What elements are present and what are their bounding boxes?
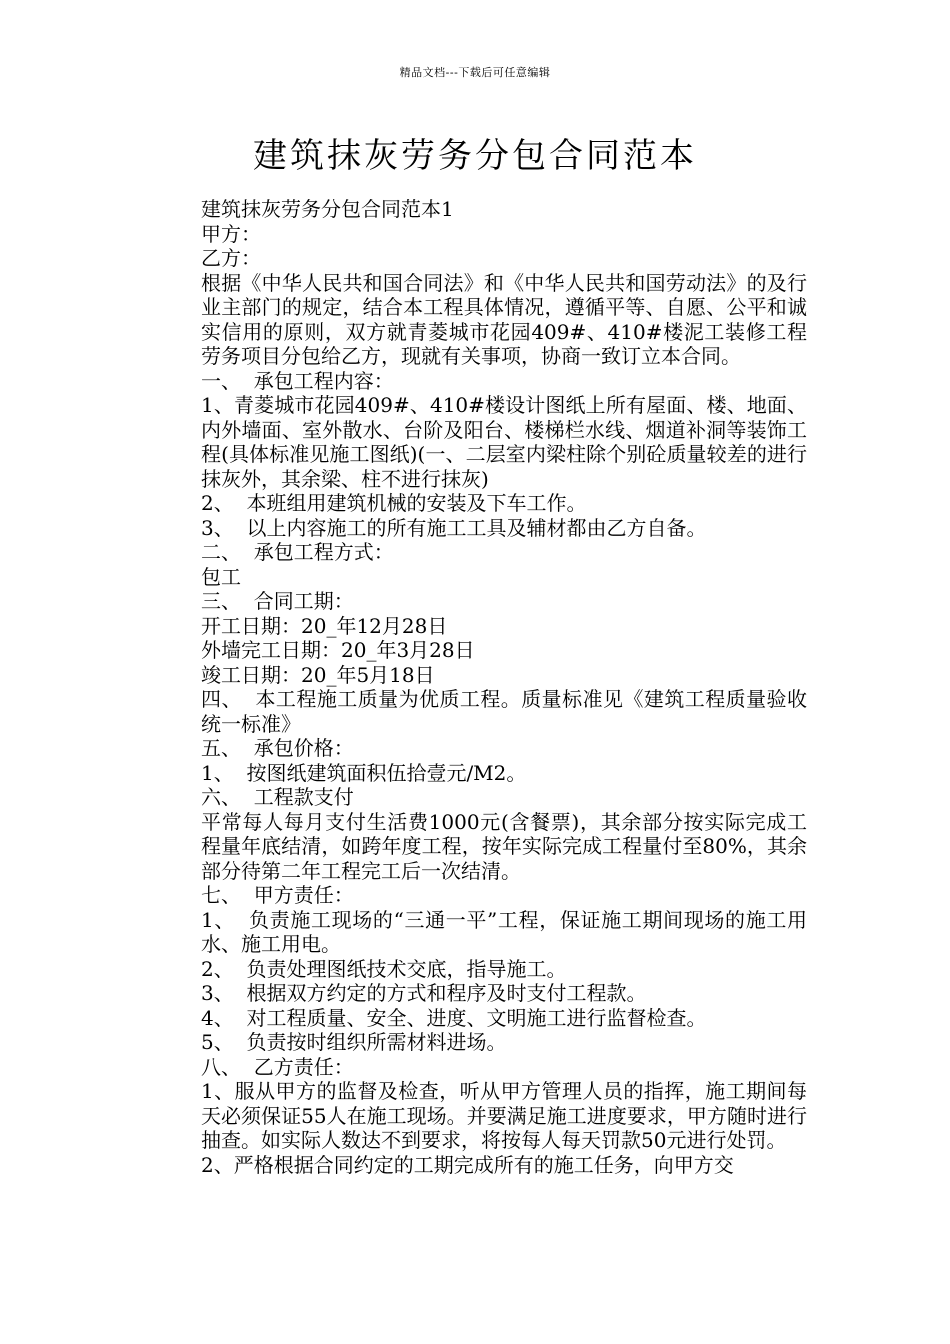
paragraph: 包工 <box>201 564 241 589</box>
paragraph: 4、 对工程质量、安全、进度、文明施工进行监督检查。 <box>201 1005 707 1030</box>
paragraph: 3、 以上内容施工的所有施工工具及辅材都由乙方自备。 <box>201 515 707 540</box>
section-heading: 六、 工程款支付 <box>201 785 354 809</box>
paragraph: 乙方： <box>201 246 261 270</box>
paragraph: 1、 负责施工现场的“三通一平”工程，保证施工期间现场的施工用水、施工用电。 <box>201 907 807 956</box>
paragraph: 根据《中华人民共和国合同法》和《中华人民共和国劳动法》的及行业主部门的规定，结合本工程具体情况，遵循平等、自愿、公平和诚实信用的原则，双方就青菱城市花园409#、410#楼泥工装修工程劳务项目分包给乙方，现就有关事项，协商一致订立本合同。 <box>201 270 807 368</box>
header-note: 精品文档---下载后可任意编辑 <box>399 66 551 79</box>
paragraph: 2、 负责处理图纸技术交底，指导施工。 <box>201 956 567 981</box>
document-body <box>145 197 807 1177</box>
paragraph: 1、服从甲方的监督及检查，听从甲方管理人员的指挥，施工期间每天必须保证55人在施工现场。并要满足施工进度要求，甲方随时进行抽查。如实际人数达不到要求，将按每人每天罚款50元进行处罚。 <box>201 1079 807 1152</box>
section-heading: 七、 甲方责任： <box>201 883 354 907</box>
section-heading: 五、 承包价格： <box>201 736 354 760</box>
document-title: 建筑抹灰劳务分包合同范本 <box>253 136 697 176</box>
paragraph: 1、青菱城市花园409#、410#楼设计图纸上所有屋面、楼、地面、内外墙面、室外散水、台阶及阳台、楼梯栏水线、烟道补洞等装饰工程(具体标准见施工图纸)(一、二层室内梁柱除个别砼质量较差的进行抹灰外，其余梁、柱不进行抹灰) <box>201 393 807 491</box>
paragraph: 竣工日期：20_年5月18日 <box>201 662 435 687</box>
paragraph: 四、 本工程施工质量为优质工程。质量标准见《建筑工程质量验收统一标准》 <box>201 687 807 736</box>
section-heading: 三、 合同工期： <box>201 589 354 613</box>
paragraph: 2、 本班组用建筑机械的安装及下车工作。 <box>201 491 587 515</box>
paragraph: 平常每人每月支付生活费1000元(含餐票)，其余部分按实际完成工程量年底结清，如跨年度工程，按年实际完成工程量付至80%，其余部分待第二年工程完工后一次结清。 <box>201 809 807 883</box>
paragraph: 2、严格根据合同约定的工期完成所有的施工任务，向甲方交 <box>201 1152 734 1177</box>
section-heading: 一、 承包工程内容： <box>201 368 394 393</box>
paragraph: 建筑抹灰劳务分包合同范本1 <box>201 197 454 221</box>
paragraph: 外墙完工日期：20_年3月28日 <box>201 638 475 662</box>
paragraph: 甲方： <box>201 221 261 246</box>
section-heading: 二、 承包工程方式： <box>201 540 394 564</box>
paragraph: 3、 根据双方约定的方式和程序及时支付工程款。 <box>201 981 647 1005</box>
section-heading: 八、 乙方责任： <box>201 1054 354 1079</box>
paragraph: 1、 按图纸建筑面积伍拾壹元/M2。 <box>201 760 527 785</box>
paragraph: 开工日期：20_年12月28日 <box>201 613 448 638</box>
paragraph: 5、 负责按时组织所需材料进场。 <box>201 1030 507 1054</box>
